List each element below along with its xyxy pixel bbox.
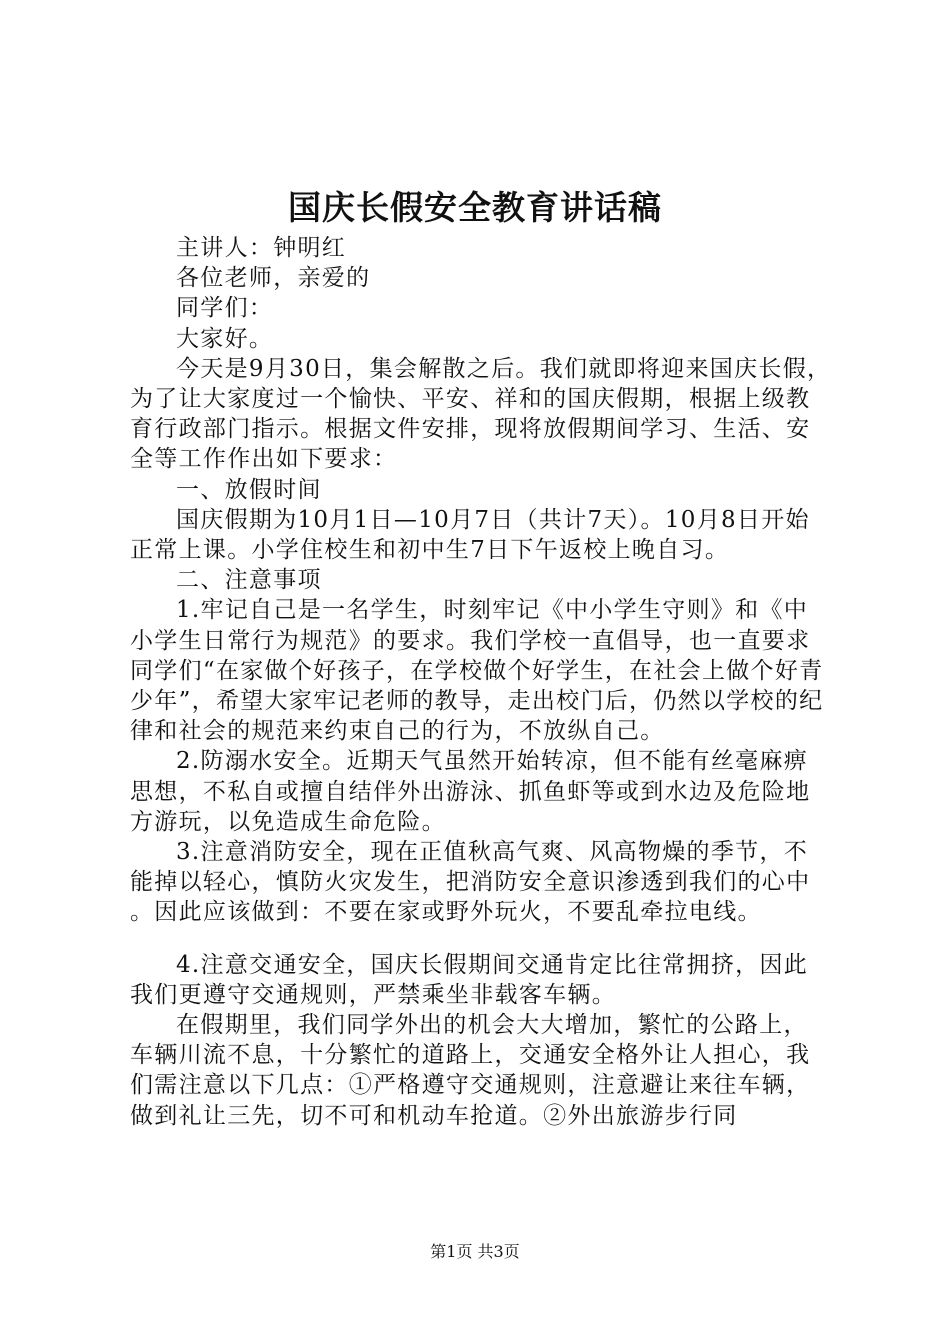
section-heading: 一、放假时间 <box>176 476 322 503</box>
document-title: 国庆长假安全教育讲话稿 <box>288 188 662 227</box>
section-heading: 二、注意事项 <box>176 567 322 594</box>
page-number: 第1页 共3页 <box>430 1242 520 1261</box>
greeting-line: 同学们： <box>176 295 274 322</box>
paragraph: 国庆假期为10月1日—10月7日（共计7天）。10月8日开始正常上课。小学住校生和初中生7日下午返校上晚自习。 <box>130 506 810 564</box>
speaker-line: 主讲人：钟明红 <box>176 235 347 261</box>
paragraph: 4.注意交通安全，国庆长假期间交通肯定比往常拥挤，因此我们更遵守交通规则，严禁乘坐非载客车辆。 <box>130 951 809 1008</box>
greeting-line: 大家好。 <box>176 325 274 352</box>
document-body <box>130 233 832 1131</box>
paragraph: 今天是9月30日，集会解散之后。我们就即将迎来国庆长假，为了让大家度过一个愉快、平安、祥和的国庆假期，根据上级教育行政部门指示。根据文件安排，现将放假期间学习、生活、安全等工作作出如下要求： <box>130 355 832 473</box>
paragraph: 3.注意消防安全，现在正值秋高气爽、风高物燥的季节，不能掉以轻心，慎防火灾发生，把消防安全意识渗透到我们的心中。因此应该做到：不要在家或野外玩火，不要乱牵拉电线。 <box>130 839 811 926</box>
paragraph: 2.防溺水安全。近期天气虽然开始转凉，但不能有丝毫麻痹思想，不私自或擅自结伴外出游泳、抓鱼虾等或到水边及危险地方游玩，以免造成生命危险。 <box>130 748 811 835</box>
paragraph: 1.牢记自己是一名学生，时刻牢记《中小学生守则》和《中小学生日常行为规范》的要求。我们学校一直倡导，也一直要求同学们“在家做个好孩子，在学校做个好学生，在社会上做个好青少年”，希望大家牢记老师的教导，走出校门后，仍然以学校的纪律和社会的规范来约束自己的行为，不放纵自己。 <box>130 597 824 745</box>
paragraph: 在假期里，我们同学外出的机会大大增加，繁忙的公路上，车辆川流不息，十分繁忙的道路上，交通安全格外让人担心，我们需注意以下几点：①严格遵守交通规则，注意避让来往车辆，做到礼让三先，切不可和机动车抢道。②外出旅游步行同 <box>130 1012 811 1129</box>
greeting-line: 各位老师，亲爱的 <box>176 265 371 292</box>
